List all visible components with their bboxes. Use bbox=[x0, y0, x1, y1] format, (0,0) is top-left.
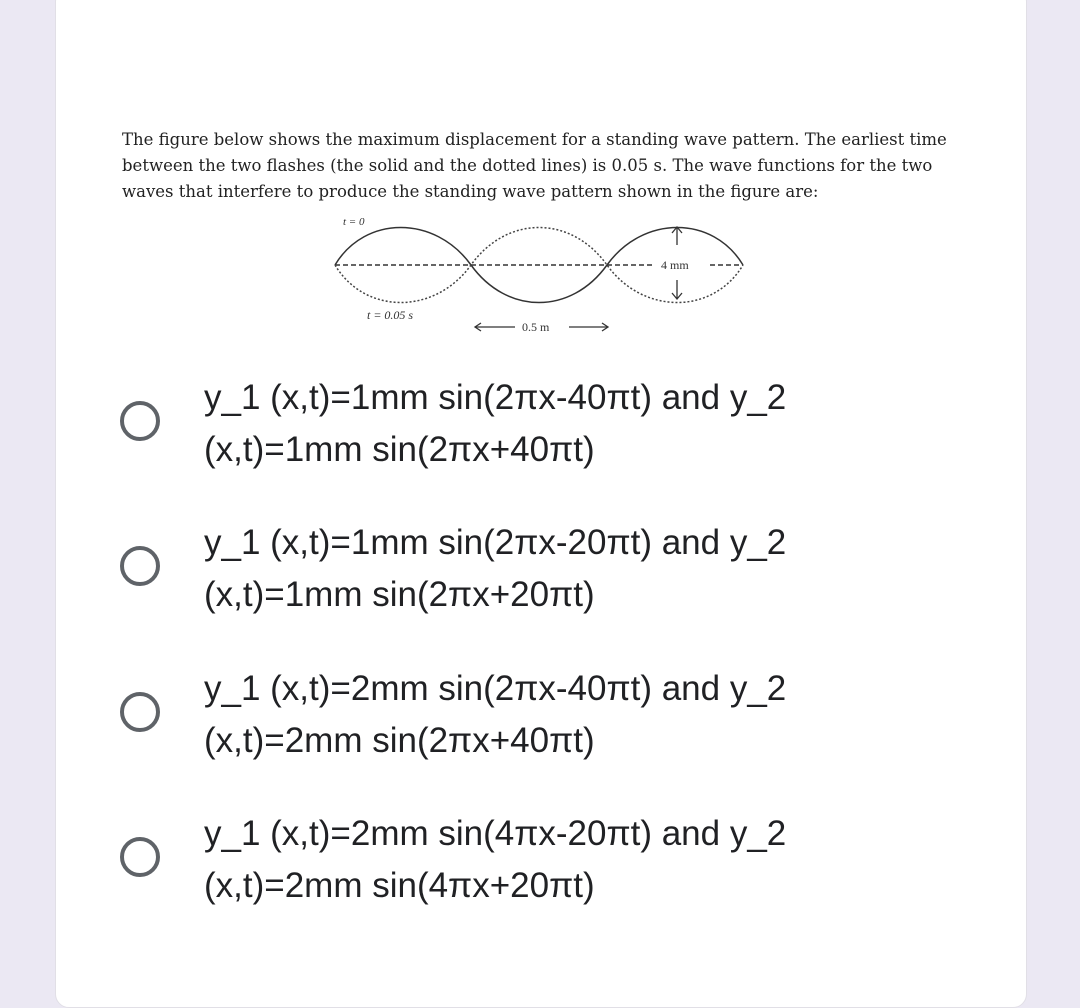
option-4[interactable] bbox=[118, 808, 998, 908]
label-t0: t = 0 bbox=[343, 216, 365, 228]
question-text: The figure below shows the maximum displacement for a standing wave pattern. The earliest time between the two flashes (the solid and the dotted lines) is 0.05 s. The wave functions for the two waves that interfere to produce the standing wave pattern shown in the figure are: bbox=[122, 130, 947, 201]
radio-button[interactable] bbox=[120, 837, 160, 877]
label-amplitude: 4 mm bbox=[661, 258, 689, 272]
option-label[interactable]: y_1 (x,t)=1mm sin(2πx-20πt) and y_2 (x,t)=1mm sin(2πx+20πt) bbox=[204, 523, 787, 614]
radio-button[interactable] bbox=[120, 692, 160, 732]
radio-button[interactable] bbox=[120, 546, 160, 586]
option-1[interactable] bbox=[118, 372, 998, 472]
option-label[interactable]: y_1 (x,t)=1mm sin(2πx-40πt) and y_2 (x,t)=1mm sin(2πx+40πt) bbox=[204, 378, 787, 469]
label-t005: t = 0.05 s bbox=[367, 308, 414, 322]
option-2[interactable] bbox=[118, 517, 998, 617]
option-label[interactable]: y_1 (x,t)=2mm sin(2πx-40πt) and y_2 (x,t)=2mm sin(2πx+40πt) bbox=[204, 669, 787, 760]
option-3[interactable] bbox=[118, 663, 998, 763]
option-label[interactable]: y_1 (x,t)=2mm sin(4πx-20πt) and y_2 (x,t)=2mm sin(4πx+20πt) bbox=[204, 814, 787, 905]
label-length: 0.5 m bbox=[522, 320, 550, 334]
standing-wave-diagram bbox=[325, 210, 755, 340]
radio-button[interactable] bbox=[120, 401, 160, 441]
standing-wave-figure bbox=[325, 210, 755, 340]
